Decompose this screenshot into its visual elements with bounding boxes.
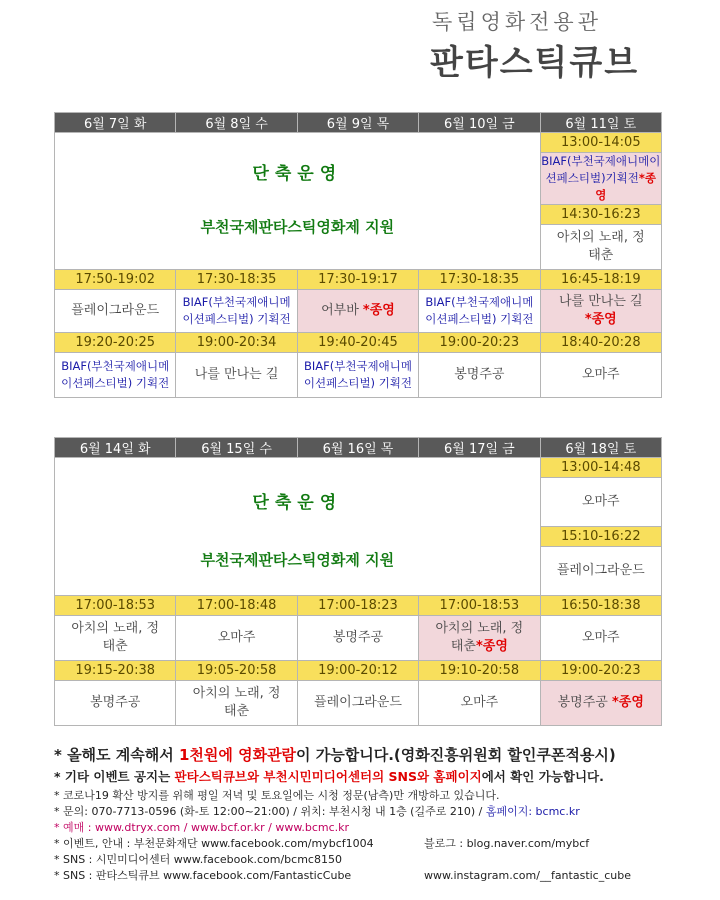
closed-mark: *종영 (595, 171, 657, 202)
week1-day-2: 6월 8일 수 (176, 113, 297, 133)
week2-r2-time-5: 19:00-20:23 (540, 661, 661, 681)
week2-r2-movie-3: 플레이그라운드 (297, 681, 418, 726)
week2-r2-movie-4: 오마주 (419, 681, 540, 726)
week1-r1-time-4: 17:30-18:35 (419, 270, 540, 290)
week1-festival-support: 부천국제판타스틱영화제 지원 (200, 218, 395, 236)
week2-reduced-operation: 단축운영 (252, 493, 343, 513)
week1-r1-time-2: 17:30-18:35 (176, 270, 297, 290)
week2-r2-time-4: 19:10-20:58 (419, 661, 540, 681)
note-covid: * 코로나19 확산 방지를 위해 평일 저녁 및 토요일에는 시청 정문(남측)만 개방하고 있습니다. (54, 789, 500, 802)
week1-r2-time-4: 19:00-20:23 (419, 333, 540, 353)
week2-r1-time-1: 17:00-18:53 (55, 596, 176, 616)
note-sns-cube (54, 868, 694, 884)
week1-day-3: 6월 9일 목 (297, 113, 418, 133)
week2-r2-time-1: 19:15-20:38 (55, 661, 176, 681)
week1-r1-time-5: 16:45-18:19 (540, 270, 661, 290)
closed-mark: *종영 (612, 695, 644, 710)
week1-r1-movie-2: BIAF(부천국제애니메이션페스티벌) 기획전 (176, 290, 297, 333)
week2-r2-time-2: 19:05-20:58 (176, 661, 297, 681)
note-text: 에서 확인 가능합니다. (481, 769, 604, 784)
facebook-cube-link[interactable]: * SNS : 판타스틱큐브 www.facebook.com/FantasticCube (54, 869, 352, 882)
week2-sat-slot2-movie: 플레이그라운드 (540, 547, 661, 596)
week1-r2-movie-5: 오마주 (540, 353, 661, 398)
week2-sat-slot1-time: 13:00-14:48 (540, 458, 661, 478)
week1-r2-time-1: 19:20-20:25 (55, 333, 176, 353)
week2-r1-time-4: 17:00-18:53 (419, 596, 540, 616)
movie-title: 나를 만나는 길 (558, 294, 643, 309)
week1-r1-time-1: 17:50-19:02 (55, 270, 176, 290)
week1-r2-movie-3: BIAF(부천국제애니메이션페스티벌) 기획전 (297, 353, 418, 398)
week2-r1-time-3: 17:00-18:23 (297, 596, 418, 616)
week1-r2-time-3: 19:40-20:45 (297, 333, 418, 353)
week2-day-1: 6월 14일 화 (55, 438, 176, 458)
week1-sat-slot1-time: 13:00-14:05 (540, 133, 661, 153)
week2-day-3: 6월 16일 목 (297, 438, 418, 458)
week2-sat-slot2-time: 15:10-16:22 (540, 527, 661, 547)
note-highlight: 1천원에 영화관람 (178, 746, 297, 764)
week2-r2-movie-2: 아치의 노래, 정태춘 (176, 681, 297, 726)
week2-r1-movie-3: 봉명주공 (297, 616, 418, 661)
header-subtitle: 독립영화전용관 (432, 10, 603, 34)
closed-mark: *종영 (584, 312, 617, 327)
homepage-link[interactable]: 홈페이지: bcmc.kr (485, 805, 580, 818)
week2-r1-movie-5: 오마주 (540, 616, 661, 661)
week1-sat-slot1-title: BIAF(부천국제애니메이션페스티벌)기획전 (541, 154, 661, 185)
week1-r1-time-3: 17:30-19:17 (297, 270, 418, 290)
movie-title: 아치의 노래, 정태춘 (435, 621, 524, 654)
week1-r1-movie-4: BIAF(부천국제애니메이션페스티벌) 기획전 (419, 290, 540, 333)
week1-day-5: 6월 11일 토 (540, 113, 661, 133)
week2-day-4: 6월 17일 금 (419, 438, 540, 458)
note-contact (54, 804, 694, 820)
week2-r2-movie-1: 봉명주공 (55, 681, 176, 726)
closed-mark: *종영 (362, 303, 395, 318)
week1-reduced-operation: 단축운영 (252, 164, 343, 184)
week2-r1-movie-1: 아치의 노래, 정태춘 (55, 616, 176, 661)
week1-r1-movie-1: 플레이그라운드 (55, 290, 176, 333)
week2-day-2: 6월 15일 수 (176, 438, 297, 458)
note-text: * 기타 이벤트 공지는 (54, 769, 175, 784)
week1-day-4: 6월 10일 금 (419, 113, 540, 133)
week2-sat-slot1-movie: 오마주 (540, 478, 661, 527)
week2-r1-movie-2: 오마주 (176, 616, 297, 661)
week1-r2-movie-1: BIAF(부천국제애니메이션페스티벌) 기획전 (55, 353, 176, 398)
closed-mark: *종영 (475, 639, 508, 654)
week2-schedule-table (54, 437, 662, 726)
week2-reduced-operation-block (55, 458, 541, 596)
instagram-link[interactable]: www.instagram.com/__fantastic_cube (424, 869, 632, 882)
note-text: * 문의: 070-7713-0596 (화-토 12:00~21:00) / 위치: 부천시청 내 1층 (길주로 210) / (54, 805, 486, 818)
blog-link[interactable]: 블로그 : blog.naver.com/mybcf (424, 837, 590, 850)
header-title: 판타스틱큐브 (430, 43, 640, 83)
week1-sat-slot2-movie: 아치의 노래, 정태춘 (540, 225, 661, 270)
week2-day-5: 6월 18일 토 (540, 438, 661, 458)
week1-sat-slot1-movie (540, 153, 661, 205)
movie-title: 어부바 (321, 303, 359, 318)
week1-r1-movie-3 (297, 290, 418, 333)
week1-day-1: 6월 7일 화 (55, 113, 176, 133)
note-highlight: 판타스틱큐브와 부천시민미디어센터의 SNS와 홈페이지 (174, 769, 482, 784)
week2-r2-time-3: 19:00-20:12 (297, 661, 418, 681)
week2-r1-movie-4 (419, 616, 540, 661)
week1-sat-slot2-time: 14:30-16:23 (540, 205, 661, 225)
movie-title: 봉명주공 (557, 695, 608, 710)
week2-festival-support: 부천국제판타스틱영화제 지원 (200, 551, 395, 569)
note-events (54, 767, 694, 785)
week1-r2-movie-2: 나를 만나는 길 (176, 353, 297, 398)
week1-r2-time-2: 19:00-20:34 (176, 333, 297, 353)
week2-r1-time-2: 17:00-18:48 (176, 596, 297, 616)
week1-schedule-table (54, 112, 662, 398)
note-text: * 올해도 계속해서 (54, 746, 179, 764)
facebook-bcf-link[interactable]: * 이벤트, 안내 : 부천문화재단 www.facebook.com/mybcf1004 (54, 837, 374, 850)
week2-r2-movie-5 (540, 681, 661, 726)
note-text: 이 가능합니다.(영화진흥위원회 할인쿠폰적용시) (296, 746, 616, 764)
week1-r1-movie-5 (540, 290, 661, 333)
note-booking[interactable]: * 예매 : www.dtryx.com / www.bcf.or.kr / www.bcmc.kr (54, 821, 350, 834)
week1-reduced-operation-block (55, 133, 541, 270)
note-sns-media[interactable]: * SNS : 시민미디어센터 www.facebook.com/bcmc8150 (54, 853, 342, 866)
notes-section (54, 744, 694, 884)
note-discount (54, 744, 694, 765)
week1-r2-time-5: 18:40-20:28 (540, 333, 661, 353)
week2-r1-time-5: 16:50-18:38 (540, 596, 661, 616)
week1-r2-movie-4: 봉명주공 (419, 353, 540, 398)
note-event-info (54, 836, 694, 852)
